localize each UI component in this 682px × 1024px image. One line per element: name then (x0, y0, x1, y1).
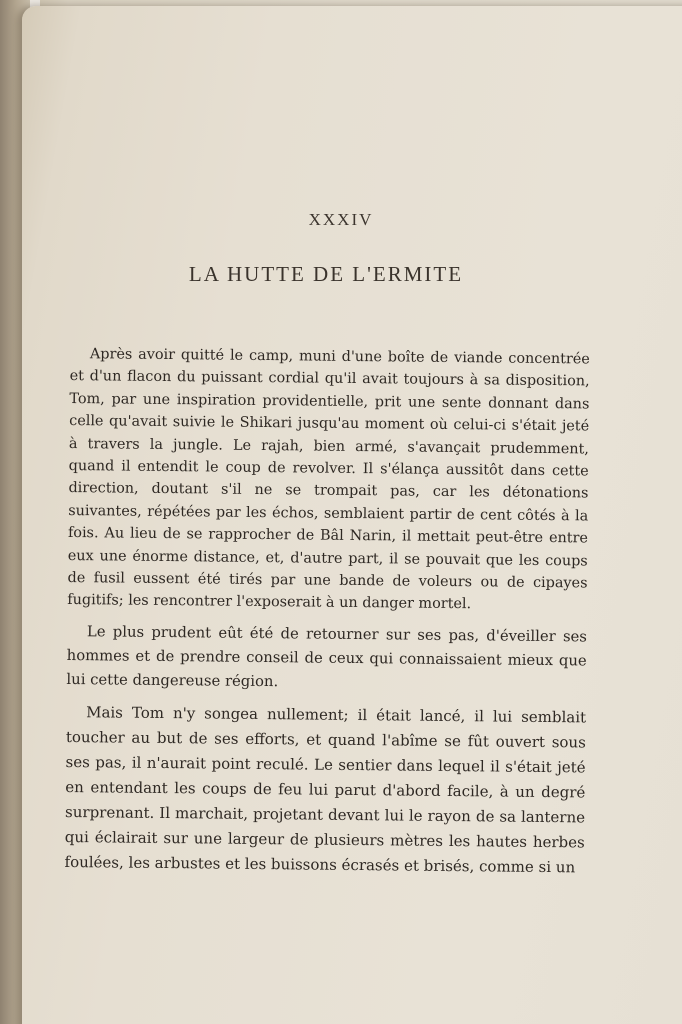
chapter-body (64, 343, 590, 880)
paragraph: Après avoir quitté le camp, muni d'une boîte de viande concentrée et d'un flacon du puissant cordial qu'il avait toujours à sa disposition, Tom, par une inspiration providentielle, prit une sente donnant dans celle qu'avait suivie le Shikari jusqu'au moment où celui-ci s'était jeté à travers la jungle. Le rajah, bien armé, s'avançait prudemment, quand il entendit le coup de revolver. Il s'élança aussitôt dans cette direction, doutant s'il ne se trompait pas, car les détonations suivantes, répétées par les échos, semblaient partir de cent côtés à la fois. Au lieu de se rapprocher de Bâl Narin, il mettait peut-être entre eux une énorme distance, et, d'autre part, il se pouvait que les coups de fusil eussent été tirés par une bande de voleurs ou de cipayes fugitifs; les rencontrer l'exposerait à un danger mortel. (67, 346, 590, 613)
chapter-number: XXXIV (308, 210, 374, 229)
paragraph: Mais Tom n'y songea nullement; il était lancé, il lui semblait toucher au but de ses efforts, et quand l'abîme se fût ouvert sous ses pas, il n'aurait point reculé. Le sentier dans lequel il s'était jeté en entendant les coups de feu lui parut d'abord facile, à un degré surprenant. Il marchait, projetant devant lui le rayon de sa lanterne qui éclairait sur une largeur de plusieurs mètres les hautes herbes foulées, les arbustes et les buissons écrasés et brisés, comme si un (64, 703, 587, 877)
chapter-title: LA HUTTE DE L'ERMITE (188, 262, 464, 286)
paragraph: Le plus prudent eût été de retourner sur ses pas, d'éveiller ses hommes et de prendre conseil de ceux qui connaissaient mieux que lui cette dangereuse région. (66, 623, 588, 691)
